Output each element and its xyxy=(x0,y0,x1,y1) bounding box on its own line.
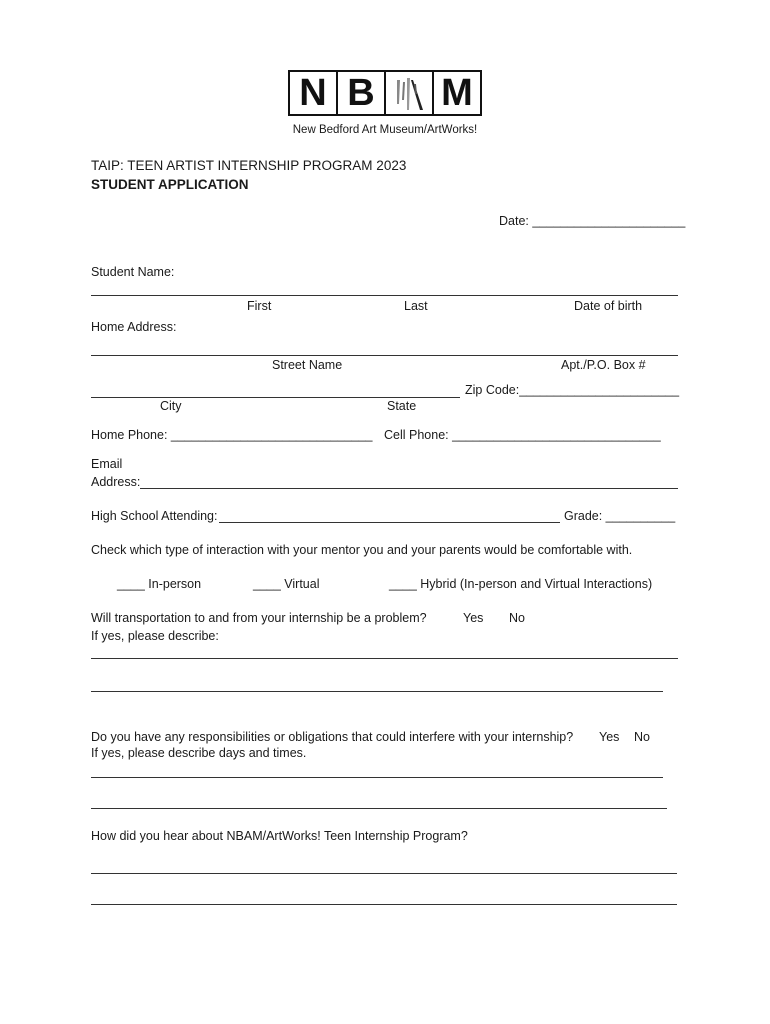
responsibilities-answer-line-1[interactable] xyxy=(91,777,663,778)
city-caption: City xyxy=(160,399,182,413)
nbam-logo xyxy=(288,70,482,116)
responsibilities-question: Do you have any responsibilities or obligations that could interfere with your internship? xyxy=(91,730,574,744)
date-field[interactable]: Date: ______________________ xyxy=(499,214,686,228)
program-title: TAIP: TEEN ARTIST INTERNSHIP PROGRAM 2023 xyxy=(91,158,407,173)
last-name-caption: Last xyxy=(404,299,428,313)
hybrid-option[interactable]: ____ Hybrid (In-person and Virtual Interactions) xyxy=(389,577,653,591)
logo-letter-n: N xyxy=(290,72,338,114)
responsibilities-answer-line-2[interactable] xyxy=(91,808,667,809)
student-name-line[interactable] xyxy=(91,295,678,296)
street-name-caption: Street Name xyxy=(272,358,343,372)
cell-phone-field[interactable]: Cell Phone: ______________________________ xyxy=(384,428,661,442)
interaction-question: Check which type of interaction with your mentor you and your parents would be comfortable with. xyxy=(91,543,633,557)
home-phone-field[interactable]: Home Phone: _____________________________ xyxy=(91,428,373,442)
museum-tagline: New Bedford Art Museum/ArtWorks! xyxy=(292,124,478,136)
first-name-caption: First xyxy=(247,299,272,313)
email-label-line1: Email xyxy=(91,457,123,471)
in-person-option[interactable]: ____ In-person xyxy=(117,577,202,591)
apt-box-caption: Apt./P.O. Box # xyxy=(561,358,646,372)
referral-answer-line-2[interactable] xyxy=(91,904,677,905)
student-name-label: Student Name: xyxy=(91,265,175,279)
logo-brushstroke-icon xyxy=(386,72,434,114)
transportation-answer-line-2[interactable] xyxy=(91,691,663,692)
form-subtitle: STUDENT APPLICATION xyxy=(91,177,249,192)
responsibilities-no-option[interactable]: No xyxy=(634,730,650,744)
transportation-describe-label: If yes, please describe: xyxy=(91,629,219,643)
logo-letter-b: B xyxy=(338,72,386,114)
transportation-no-option[interactable]: No xyxy=(509,611,525,625)
transportation-question: Will transportation to and from your internship be a problem? xyxy=(91,611,427,625)
email-label-line2: Address: xyxy=(91,475,141,489)
state-caption: State xyxy=(387,399,417,413)
referral-question: How did you hear about NBAM/ArtWorks! Teen Internship Program? xyxy=(91,829,468,843)
street-address-line[interactable] xyxy=(91,355,678,356)
responsibilities-describe-label: If yes, please describe days and times. xyxy=(91,746,307,760)
date-of-birth-caption: Date of birth xyxy=(574,299,643,313)
grade-field[interactable]: Grade: __________ xyxy=(564,509,676,523)
transportation-yes-option[interactable]: Yes xyxy=(463,611,484,625)
logo-letter-m: M xyxy=(441,71,473,114)
virtual-option[interactable]: ____ Virtual xyxy=(253,577,320,591)
city-state-line[interactable] xyxy=(91,397,460,398)
zip-code-field[interactable]: Zip Code:_______________________ xyxy=(465,383,680,397)
high-school-line[interactable] xyxy=(219,522,560,523)
referral-answer-line-1[interactable] xyxy=(91,873,677,874)
email-address-line[interactable] xyxy=(140,488,678,489)
high-school-label: High School Attending: xyxy=(91,509,218,523)
responsibilities-yes-option[interactable]: Yes xyxy=(599,730,620,744)
transportation-answer-line-1[interactable] xyxy=(91,658,678,659)
home-address-label: Home Address: xyxy=(91,320,177,334)
brushstroke-a-icon xyxy=(389,74,429,112)
